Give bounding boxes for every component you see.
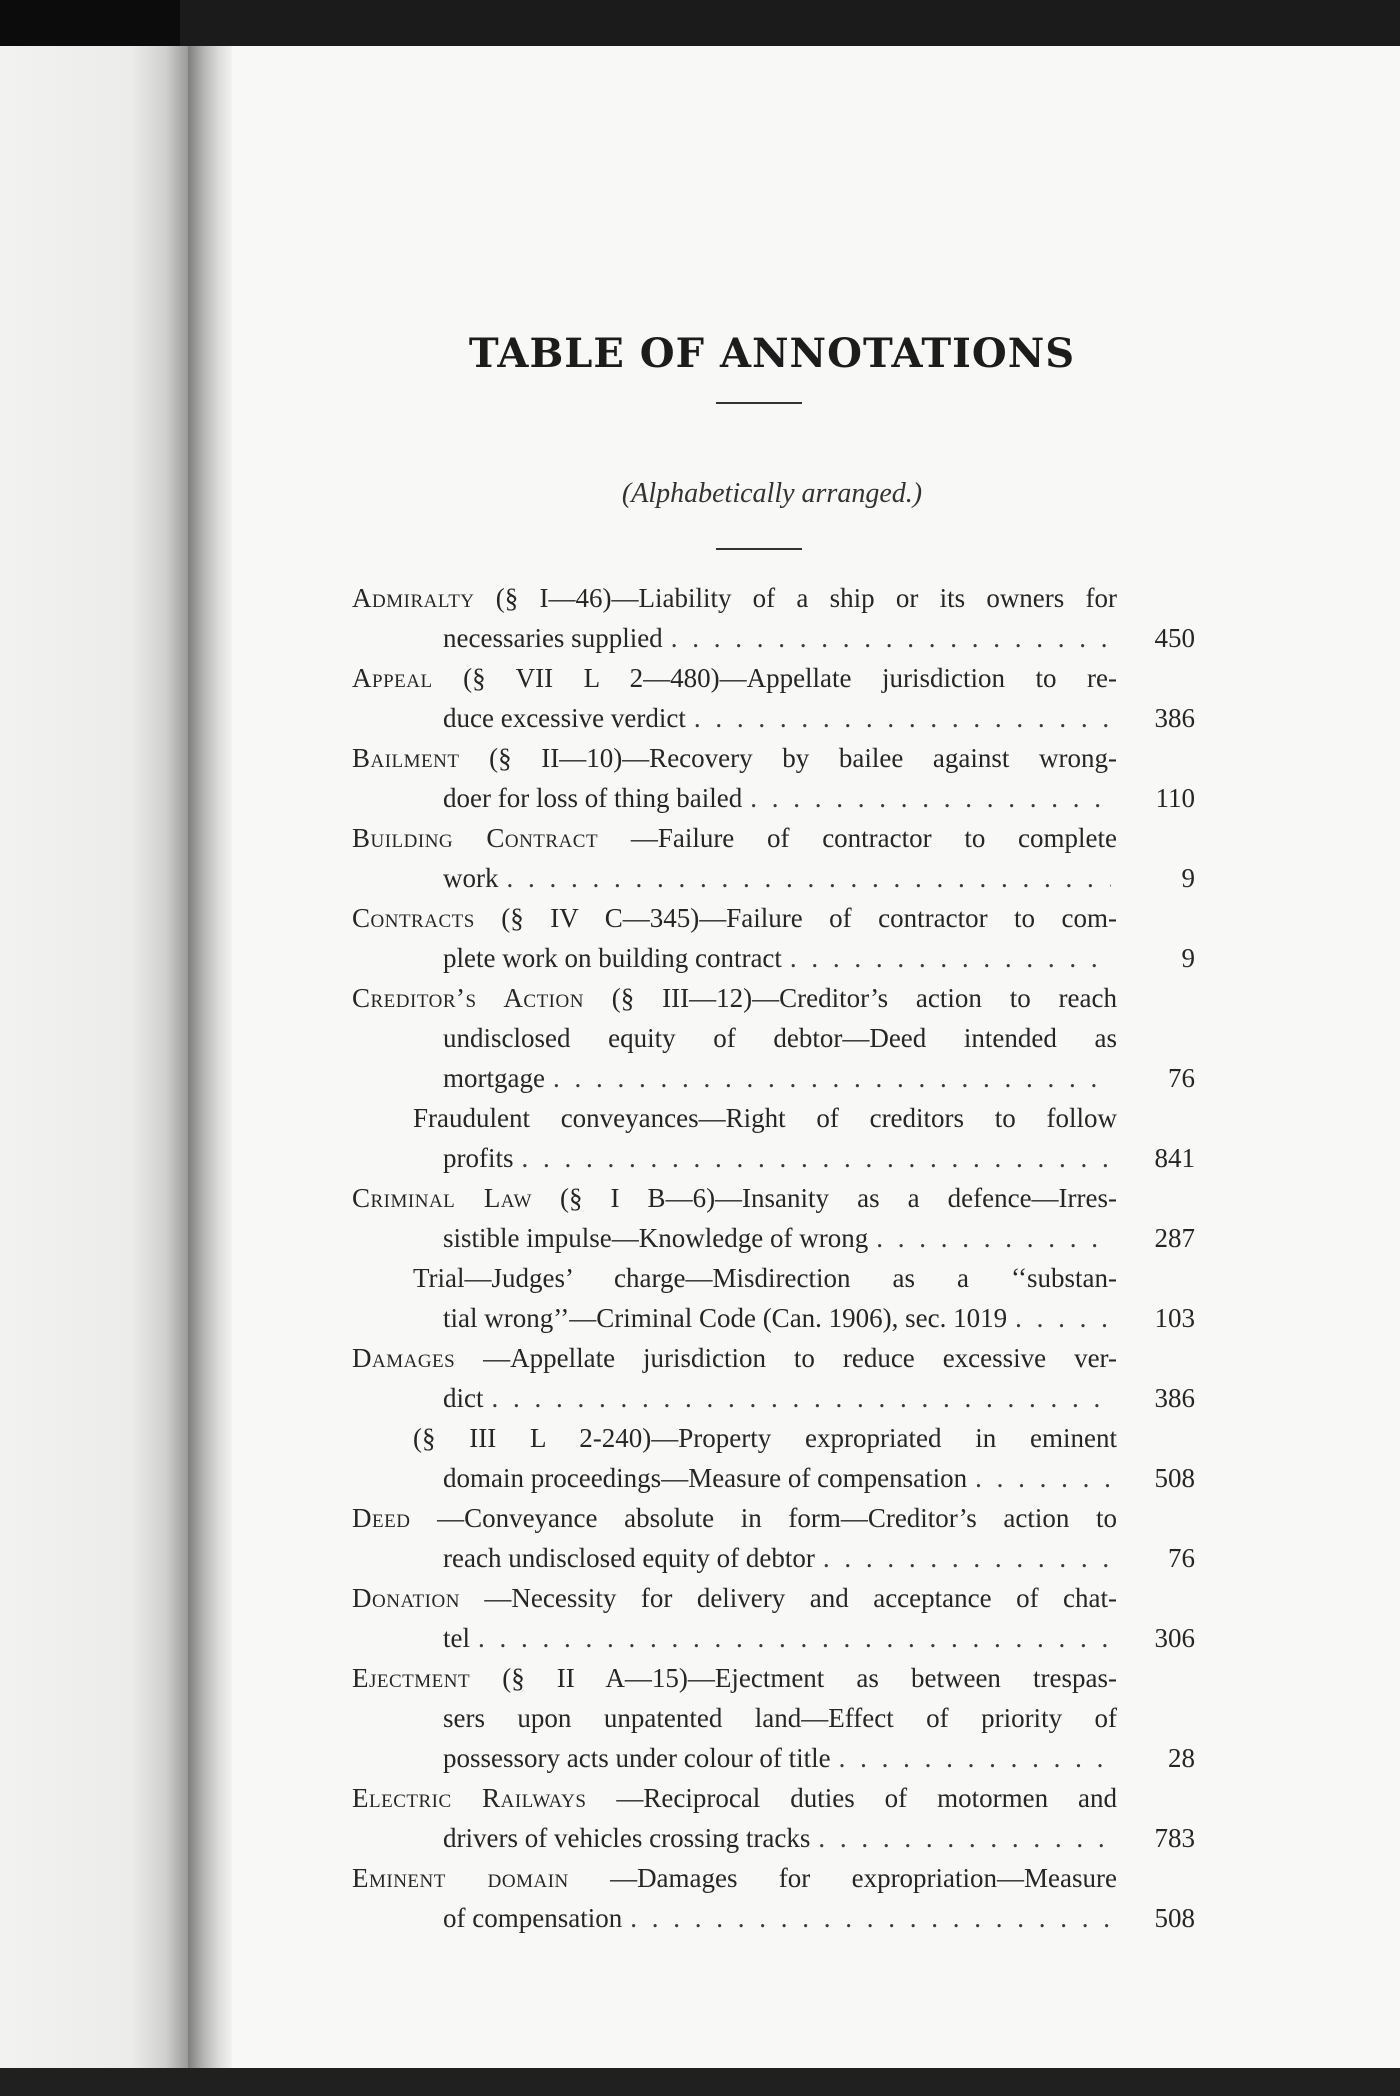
dot-leader: [507, 858, 1112, 898]
annotation-text: necessaries supplied: [443, 623, 663, 653]
annotation-line-text: [443, 938, 1195, 978]
annotation-entry-last-line: [352, 1298, 1195, 1338]
annotation-text: undisclosed equity of debtor—Deed intended as: [443, 1023, 1117, 1053]
annotation-entry-last-line: [352, 1058, 1195, 1098]
page-number: 9: [1181, 943, 1195, 973]
annotation-line-text: [443, 778, 1195, 818]
annotation-text-wrap: [443, 1218, 868, 1258]
annotation-line-text: [352, 578, 1117, 618]
annotation-line-text: [443, 1058, 1195, 1098]
annotation-heading: Electric Railways: [352, 1783, 587, 1813]
page-number: 841: [1154, 1143, 1195, 1173]
annotation-line-text: [443, 1738, 1195, 1778]
annotation-text-wrap: [443, 1898, 622, 1938]
annotation-entry-line: [352, 1578, 1192, 1618]
annotation-line-text: [352, 898, 1117, 938]
page-number: 76: [1168, 1543, 1195, 1573]
annotation-heading: Ejectment: [352, 1663, 471, 1693]
annotation-entry-last-line: [352, 938, 1195, 978]
annotation-line-text: [352, 1578, 1117, 1618]
dot-leader: [553, 1058, 1111, 1098]
book-page: [232, 46, 1400, 2068]
title-rule: [716, 402, 802, 404]
annotation-line-text: [443, 1378, 1195, 1418]
annotation-heading: Contracts: [352, 903, 475, 933]
annotation-line-with-leader: [443, 1218, 1117, 1258]
page-number: 386: [1154, 1383, 1195, 1413]
annotation-text: dict: [443, 1383, 484, 1413]
annotation-entry-line: [352, 1018, 1192, 1058]
annotation-text: doer for loss of thing bailed: [443, 783, 743, 813]
annotation-line-with-leader: [443, 698, 1117, 738]
dot-leader: [790, 938, 1111, 978]
annotation-entry-last-line: [352, 1898, 1195, 1938]
annotation-line-with-leader: [443, 618, 1117, 658]
annotation-entry-line: [352, 978, 1192, 1018]
annotation-text: reach undisclosed equity of debtor: [443, 1543, 815, 1573]
annotation-line-justified: [352, 1498, 1117, 1538]
dot-leader: [818, 1818, 1111, 1858]
annotation-text: (§ VII L 2—480)—Appellate jurisdiction to re-: [463, 663, 1117, 693]
annotation-line-with-leader: [443, 1538, 1117, 1578]
annotation-line-text: [443, 698, 1195, 738]
page-title: TABLE OF ANNOTATIONS: [468, 330, 1076, 377]
annotation-heading: Eminent domain: [352, 1863, 569, 1893]
dot-leader: [630, 1898, 1111, 1938]
annotation-entry-last-line: [352, 1538, 1195, 1578]
annotation-line-text: [443, 1458, 1195, 1498]
page-number: 783: [1154, 1823, 1195, 1853]
annotation-text: tel: [443, 1623, 470, 1653]
annotation-text: (§ I B—6)—Insanity as a defence—Irres-: [560, 1183, 1118, 1213]
annotation-line-text: [443, 1138, 1195, 1178]
dot-leader: [823, 1538, 1111, 1578]
annotation-entry-line: [352, 1498, 1192, 1538]
annotation-heading: Building Contract: [352, 823, 599, 853]
annotation-entry-last-line: [352, 1458, 1195, 1498]
annotation-text-wrap: [443, 1378, 484, 1418]
annotation-entry-line: [352, 1778, 1192, 1818]
annotation-line-with-leader: [443, 1138, 1117, 1178]
annotation-heading: Damages: [352, 1343, 456, 1373]
annotation-entry-last-line: [352, 698, 1195, 738]
annotation-line-text: [443, 858, 1195, 898]
annotation-line-text: [443, 1898, 1195, 1938]
annotation-entry-line: [352, 578, 1192, 618]
annotation-entry-line: [352, 1258, 1192, 1298]
annotation-line-justified: [352, 738, 1117, 778]
annotation-line-text: [443, 1538, 1195, 1578]
annotation-entry-last-line: [352, 1218, 1195, 1258]
annotation-line-text: [443, 1618, 1195, 1658]
annotation-text-wrap: [443, 698, 686, 738]
annotation-entry-line: [352, 1098, 1192, 1138]
annotation-text: —Failure of contractor to complete: [630, 823, 1117, 853]
annotation-text-wrap: [443, 1818, 810, 1858]
annotation-line-text: [352, 1658, 1117, 1698]
annotation-line-text: [352, 1178, 1117, 1218]
annotation-heading: Appeal: [352, 663, 433, 693]
annotation-entry-line: [352, 818, 1192, 858]
annotation-line-with-leader: [443, 1738, 1117, 1778]
annotation-line-text: [352, 978, 1117, 1018]
annotation-text: (§ II A—15)—Ejectment as between trespas-: [502, 1663, 1117, 1693]
annotation-entry-last-line: [352, 1138, 1195, 1178]
annotation-entry-line: [352, 1338, 1192, 1378]
annotation-line-text: [413, 1258, 1117, 1298]
annotation-entry-line: [352, 1418, 1192, 1458]
annotation-text-wrap: [443, 1538, 815, 1578]
annotation-line-justified: [352, 898, 1117, 938]
page-number: 508: [1154, 1463, 1195, 1493]
annotation-text: —Conveyance absolute in form—Creditor’s action to: [437, 1503, 1118, 1533]
annotation-line-text: [443, 1298, 1195, 1338]
annotation-line-text: [443, 1818, 1195, 1858]
dot-leader: [478, 1618, 1111, 1658]
page-number: 508: [1154, 1903, 1195, 1933]
annotation-text: duce excessive verdict: [443, 703, 686, 733]
annotation-heading: Donation: [352, 1583, 460, 1613]
dot-leader: [1015, 1298, 1111, 1338]
annotation-line-with-leader: [443, 1898, 1117, 1938]
scan-top-edge: [0, 0, 1400, 46]
annotation-line-with-leader: [443, 1378, 1117, 1418]
annotation-line-with-leader: [443, 1058, 1117, 1098]
annotation-text-wrap: [443, 618, 663, 658]
annotation-line-text: [413, 1418, 1117, 1458]
dot-leader: [839, 1738, 1111, 1778]
dot-leader: [750, 778, 1111, 818]
annotation-entry-last-line: [352, 1618, 1195, 1658]
annotation-heading: Admiralty: [352, 583, 475, 613]
annotation-text: sistible impulse—Knowledge of wrong: [443, 1223, 869, 1253]
left-page-edge: [0, 46, 188, 2068]
annotation-text: work: [443, 863, 499, 893]
annotation-line-text: [352, 658, 1117, 698]
page-number: 103: [1154, 1303, 1195, 1333]
annotation-entry-last-line: [352, 1818, 1195, 1858]
annotation-list: [352, 578, 1195, 1938]
annotation-line-text: [352, 738, 1117, 778]
annotation-text: Trial—Judges’ charge—Misdirection as a ‘‘substan-: [413, 1263, 1117, 1293]
annotation-line-text: [352, 818, 1117, 858]
annotation-text: (§ III—12)—Creditor’s action to reach: [611, 983, 1118, 1013]
annotation-text-wrap: [443, 1298, 1007, 1338]
annotation-line-justified: [352, 1178, 1117, 1218]
annotation-line-justified: [352, 578, 1117, 618]
annotation-text: —Appellate jurisdiction to reduce excessive ver-: [483, 1343, 1117, 1373]
annotation-line-justified: [352, 1658, 1117, 1698]
annotation-line-text: [443, 1218, 1195, 1258]
annotation-line-justified: [443, 1698, 1117, 1738]
annotation-text: domain proceedings—Measure of compensation: [443, 1463, 968, 1493]
page-number: 110: [1155, 783, 1195, 813]
annotation-entry-line: [352, 1658, 1192, 1698]
annotation-text: sers upon unpatented land—Effect of priority of: [443, 1703, 1117, 1733]
annotation-line-justified: [352, 978, 1117, 1018]
annotation-line-with-leader: [443, 778, 1117, 818]
annotation-text-wrap: [443, 1458, 967, 1498]
annotation-text: plete work on building contract: [443, 943, 782, 973]
annotation-line-text: [443, 1018, 1117, 1058]
annotation-line-justified: [413, 1418, 1117, 1458]
annotation-line-text: [352, 1498, 1117, 1538]
annotation-text: mortgage: [443, 1063, 545, 1093]
annotation-entry-last-line: [352, 1738, 1195, 1778]
annotation-text: —Necessity for delivery and acceptance of chat-: [484, 1583, 1117, 1613]
annotation-entry-line: [352, 1178, 1192, 1218]
annotation-line-with-leader: [443, 1298, 1117, 1338]
annotation-text-wrap: [443, 1138, 514, 1178]
annotation-text: possessory acts under colour of title: [443, 1743, 831, 1773]
annotation-text-wrap: [443, 1058, 545, 1098]
page-number: 386: [1154, 703, 1195, 733]
page-number: 28: [1168, 1743, 1195, 1773]
annotation-line-justified: [413, 1098, 1117, 1138]
annotation-line-justified: [443, 1018, 1117, 1058]
annotation-line-text: [443, 618, 1195, 658]
annotation-text: (§ I—46)—Liability of a ship or its owners for: [495, 583, 1118, 613]
dot-leader: [876, 1218, 1111, 1258]
annotation-text: —Reciprocal duties of motormen and: [616, 1783, 1117, 1813]
annotation-line-with-leader: [443, 858, 1117, 898]
annotation-line-justified: [352, 1338, 1117, 1378]
page-number: 76: [1168, 1063, 1195, 1093]
annotation-line-justified: [352, 1778, 1117, 1818]
annotation-text: profits: [443, 1143, 514, 1173]
annotation-line-justified: [413, 1258, 1117, 1298]
annotation-line-with-leader: [443, 1618, 1117, 1658]
page-number: 287: [1154, 1223, 1195, 1253]
annotation-text: drivers of vehicles crossing tracks: [443, 1823, 811, 1853]
annotation-line-text: [413, 1098, 1117, 1138]
subtitle-rule: [716, 548, 802, 550]
annotation-entry-last-line: [352, 778, 1195, 818]
annotation-text-wrap: [443, 858, 499, 898]
annotation-line-text: [352, 1338, 1117, 1378]
book-gutter: [188, 46, 232, 2068]
annotation-line-with-leader: [443, 1458, 1117, 1498]
annotation-line-with-leader: [443, 938, 1117, 978]
page-number: 450: [1154, 623, 1195, 653]
dot-leader: [492, 1378, 1112, 1418]
annotation-heading: Creditor’s Action: [352, 983, 584, 1013]
annotation-line-justified: [352, 658, 1117, 698]
annotation-entry-last-line: [352, 858, 1195, 898]
page-subtitle: (Alphabetically arranged.): [621, 478, 923, 509]
dot-leader: [694, 698, 1111, 738]
annotation-line-with-leader: [443, 1818, 1117, 1858]
annotation-entry-line: [352, 1698, 1192, 1738]
annotation-text: of compensation: [443, 1903, 623, 1933]
annotation-text-wrap: [443, 778, 742, 818]
dot-leader: [975, 1458, 1111, 1498]
annotation-line-text: [352, 1858, 1117, 1898]
annotation-text: (§ IV C—345)—Failure of contractor to com-: [501, 903, 1117, 933]
scan-bottom-edge: [0, 2068, 1400, 2096]
annotation-heading: Criminal Law: [352, 1183, 532, 1213]
annotation-entry-line: [352, 738, 1192, 778]
annotation-line-justified: [352, 1858, 1117, 1898]
annotation-text: —Damages for expropriation—Measure: [610, 1863, 1117, 1893]
annotation-text: (§ III L 2-240)—Property expropriated in eminent: [413, 1423, 1117, 1453]
annotation-line-justified: [352, 1578, 1117, 1618]
annotation-line-justified: [352, 818, 1117, 858]
annotation-heading: Deed: [352, 1503, 411, 1533]
annotation-entry-line: [352, 1858, 1192, 1898]
annotation-entry-last-line: [352, 1378, 1195, 1418]
annotation-entry-line: [352, 658, 1192, 698]
annotation-heading: Bailment: [352, 743, 460, 773]
annotation-text: Fraudulent conveyances—Right of creditors to follow: [413, 1103, 1117, 1133]
annotation-text: (§ II—10)—Recovery by bailee against wrong-: [489, 743, 1117, 773]
page-number: 306: [1154, 1623, 1195, 1653]
annotation-text-wrap: [443, 938, 782, 978]
annotation-text-wrap: [443, 1738, 831, 1778]
annotation-text: tial wrong’’—Criminal Code (Can. 1906), sec. 1019: [443, 1303, 1008, 1333]
page-number: 9: [1181, 863, 1195, 893]
annotation-text-wrap: [443, 1618, 470, 1658]
annotation-entry-line: [352, 898, 1192, 938]
scan-top-corner: [0, 0, 180, 52]
annotation-line-text: [443, 1698, 1117, 1738]
annotation-entry-last-line: [352, 618, 1195, 658]
annotation-line-text: [352, 1778, 1117, 1818]
dot-leader: [522, 1138, 1112, 1178]
dot-leader: [671, 618, 1111, 658]
